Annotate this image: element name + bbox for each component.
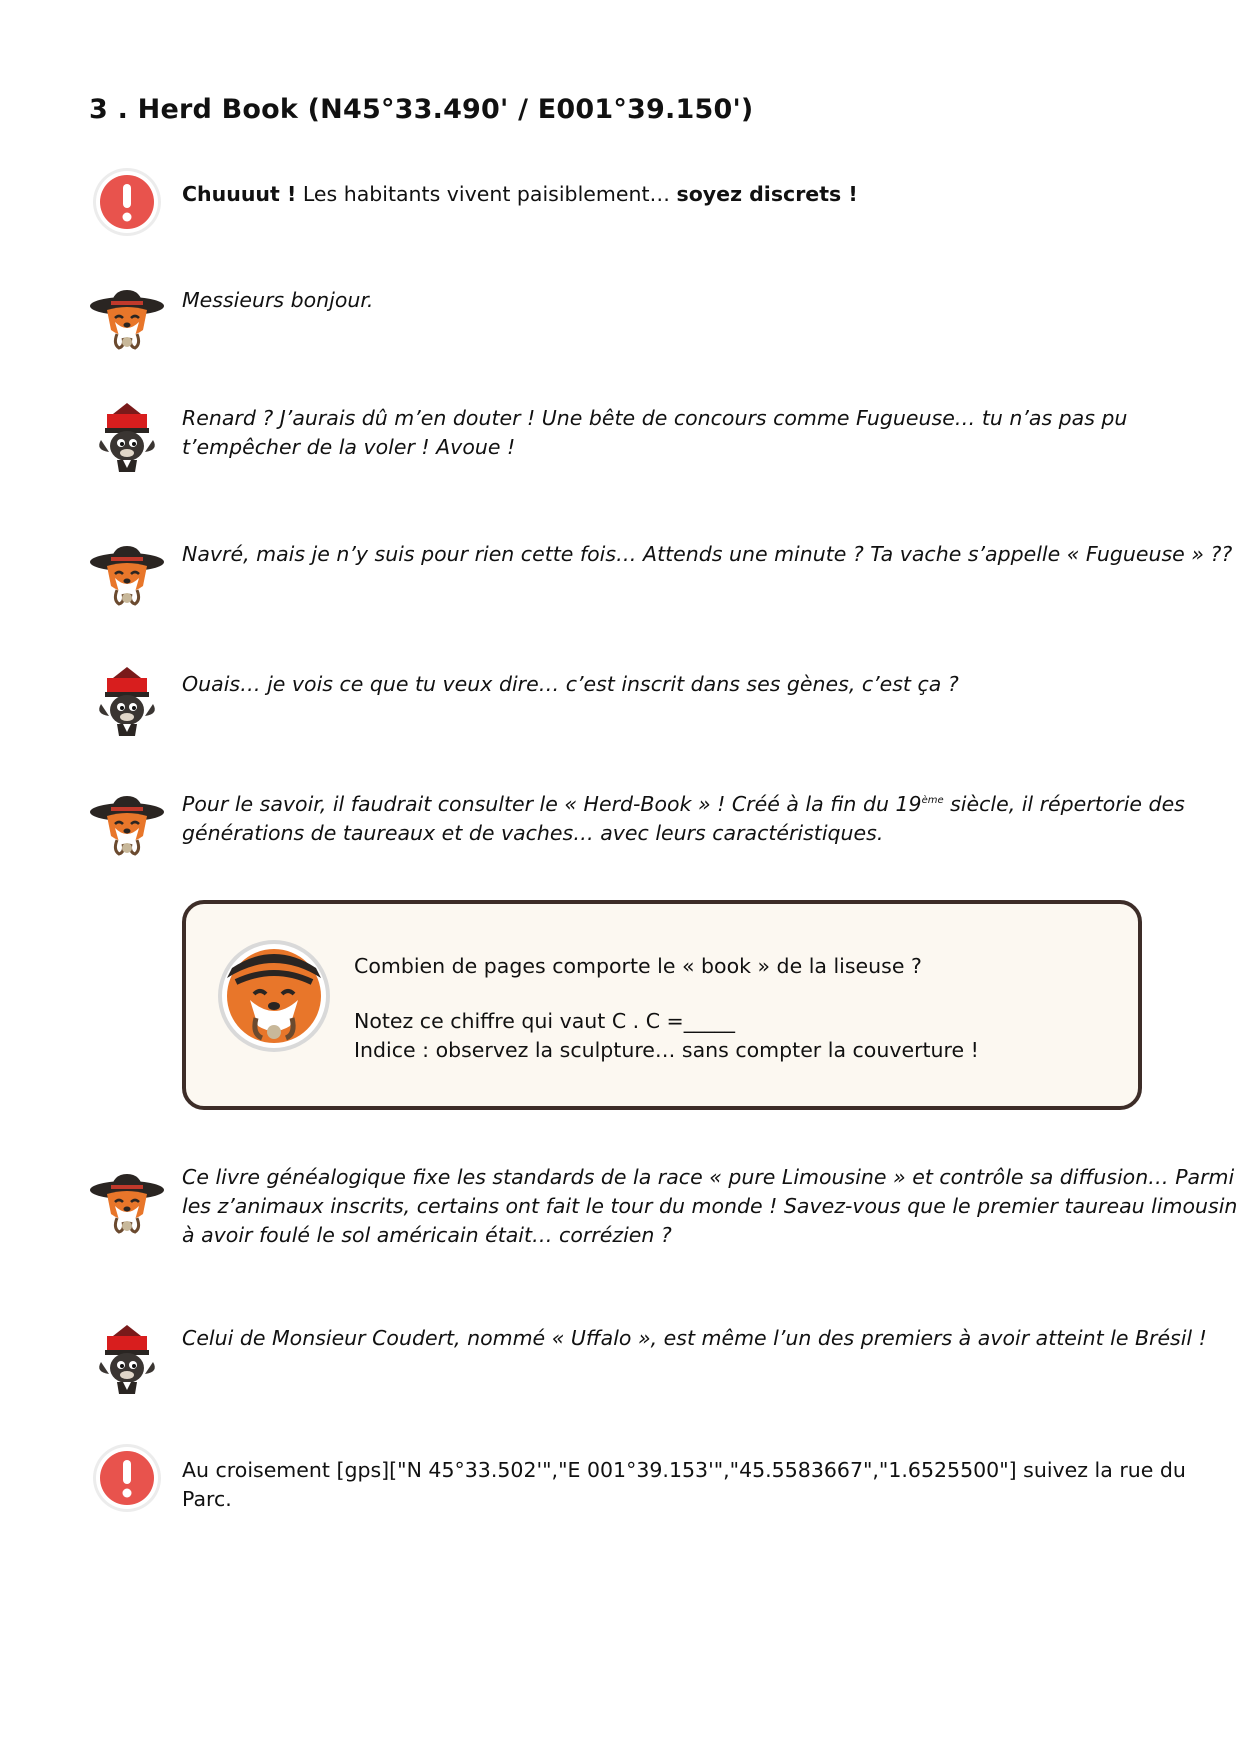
body-text: Les habitants vivent paisiblement… — [296, 182, 677, 206]
farmer-avatar-icon — [89, 400, 165, 476]
dialogue-text: Celui de Monsieur Coudert, nommé « Uffalo », est même l’un des premiers à avoir atteint le Brésil ! — [182, 1326, 1207, 1350]
hint-question: Combien de pages comporte le « book » de la liseuse ? — [354, 954, 922, 978]
fox-avatar-icon — [89, 1168, 165, 1244]
farmer-avatar-icon — [89, 1322, 165, 1398]
superscript: ème — [921, 795, 944, 807]
dialogue-text: Messieurs bonjour. — [182, 288, 374, 312]
hint-box — [182, 900, 1142, 1110]
warning-icon — [89, 164, 165, 240]
farmer-avatar-icon — [89, 664, 165, 740]
fox-avatar-icon — [89, 540, 165, 616]
dialogue-text: Au croisement [gps]["N 45°33.502'","E 001°39.153'","45.5583667","1.6525500"] suivez la rue du Parc. — [182, 1458, 1186, 1511]
fox-medallion-icon — [216, 938, 332, 1054]
emphasis-text: soyez discrets ! — [676, 182, 858, 206]
hint-clue: Indice : observez la sculpture… sans compter la couverture ! — [354, 1038, 979, 1062]
warning-icon — [89, 1440, 165, 1516]
emphasis-text: Chuuuut ! — [182, 182, 297, 206]
dialogue-text — [182, 180, 1241, 209]
dialogue-text: Renard ? J’aurais dû m’en douter ! Une bête de concours comme Fugueuse… tu n’as pas pu t’empêcher de la voler ! Avoue ! — [182, 406, 1128, 459]
hint-note: Notez ce chiffre qui vaut C . C =_____ — [354, 1009, 735, 1033]
dialogue-text: Ouais… je vois ce que tu veux dire… c’est inscrit dans ses gènes, c’est ça ? — [182, 672, 959, 696]
page-title: 3 . Herd Book (N45°33.490' / E001°39.150') — [89, 94, 754, 125]
dialogue-text: Ce livre généalogique fixe les standards de la race « pure Limousine » et contrôle sa diffusion… Parmi les z’animaux inscrits, certains ont fait le tour du monde ! Savez-vous que le premier taureau limousin à avoir foulé le sol américain était… corrézien ? — [182, 1165, 1238, 1247]
dialogue-text: Pour le savoir, il faudrait consulter le « Herd-Book » ! Créé à la fin du 19ème siècle, il répertorie des générations de taureaux et de vaches… avec leurs caractéristiques. — [182, 792, 1185, 845]
dialogue-text: Navré, mais je n’y suis pour rien cette fois… Attends une minute ? Ta vache s’appelle « Fugueuse » ?? — [182, 542, 1233, 566]
fox-avatar-icon — [89, 790, 165, 866]
fox-avatar-icon — [89, 284, 165, 360]
